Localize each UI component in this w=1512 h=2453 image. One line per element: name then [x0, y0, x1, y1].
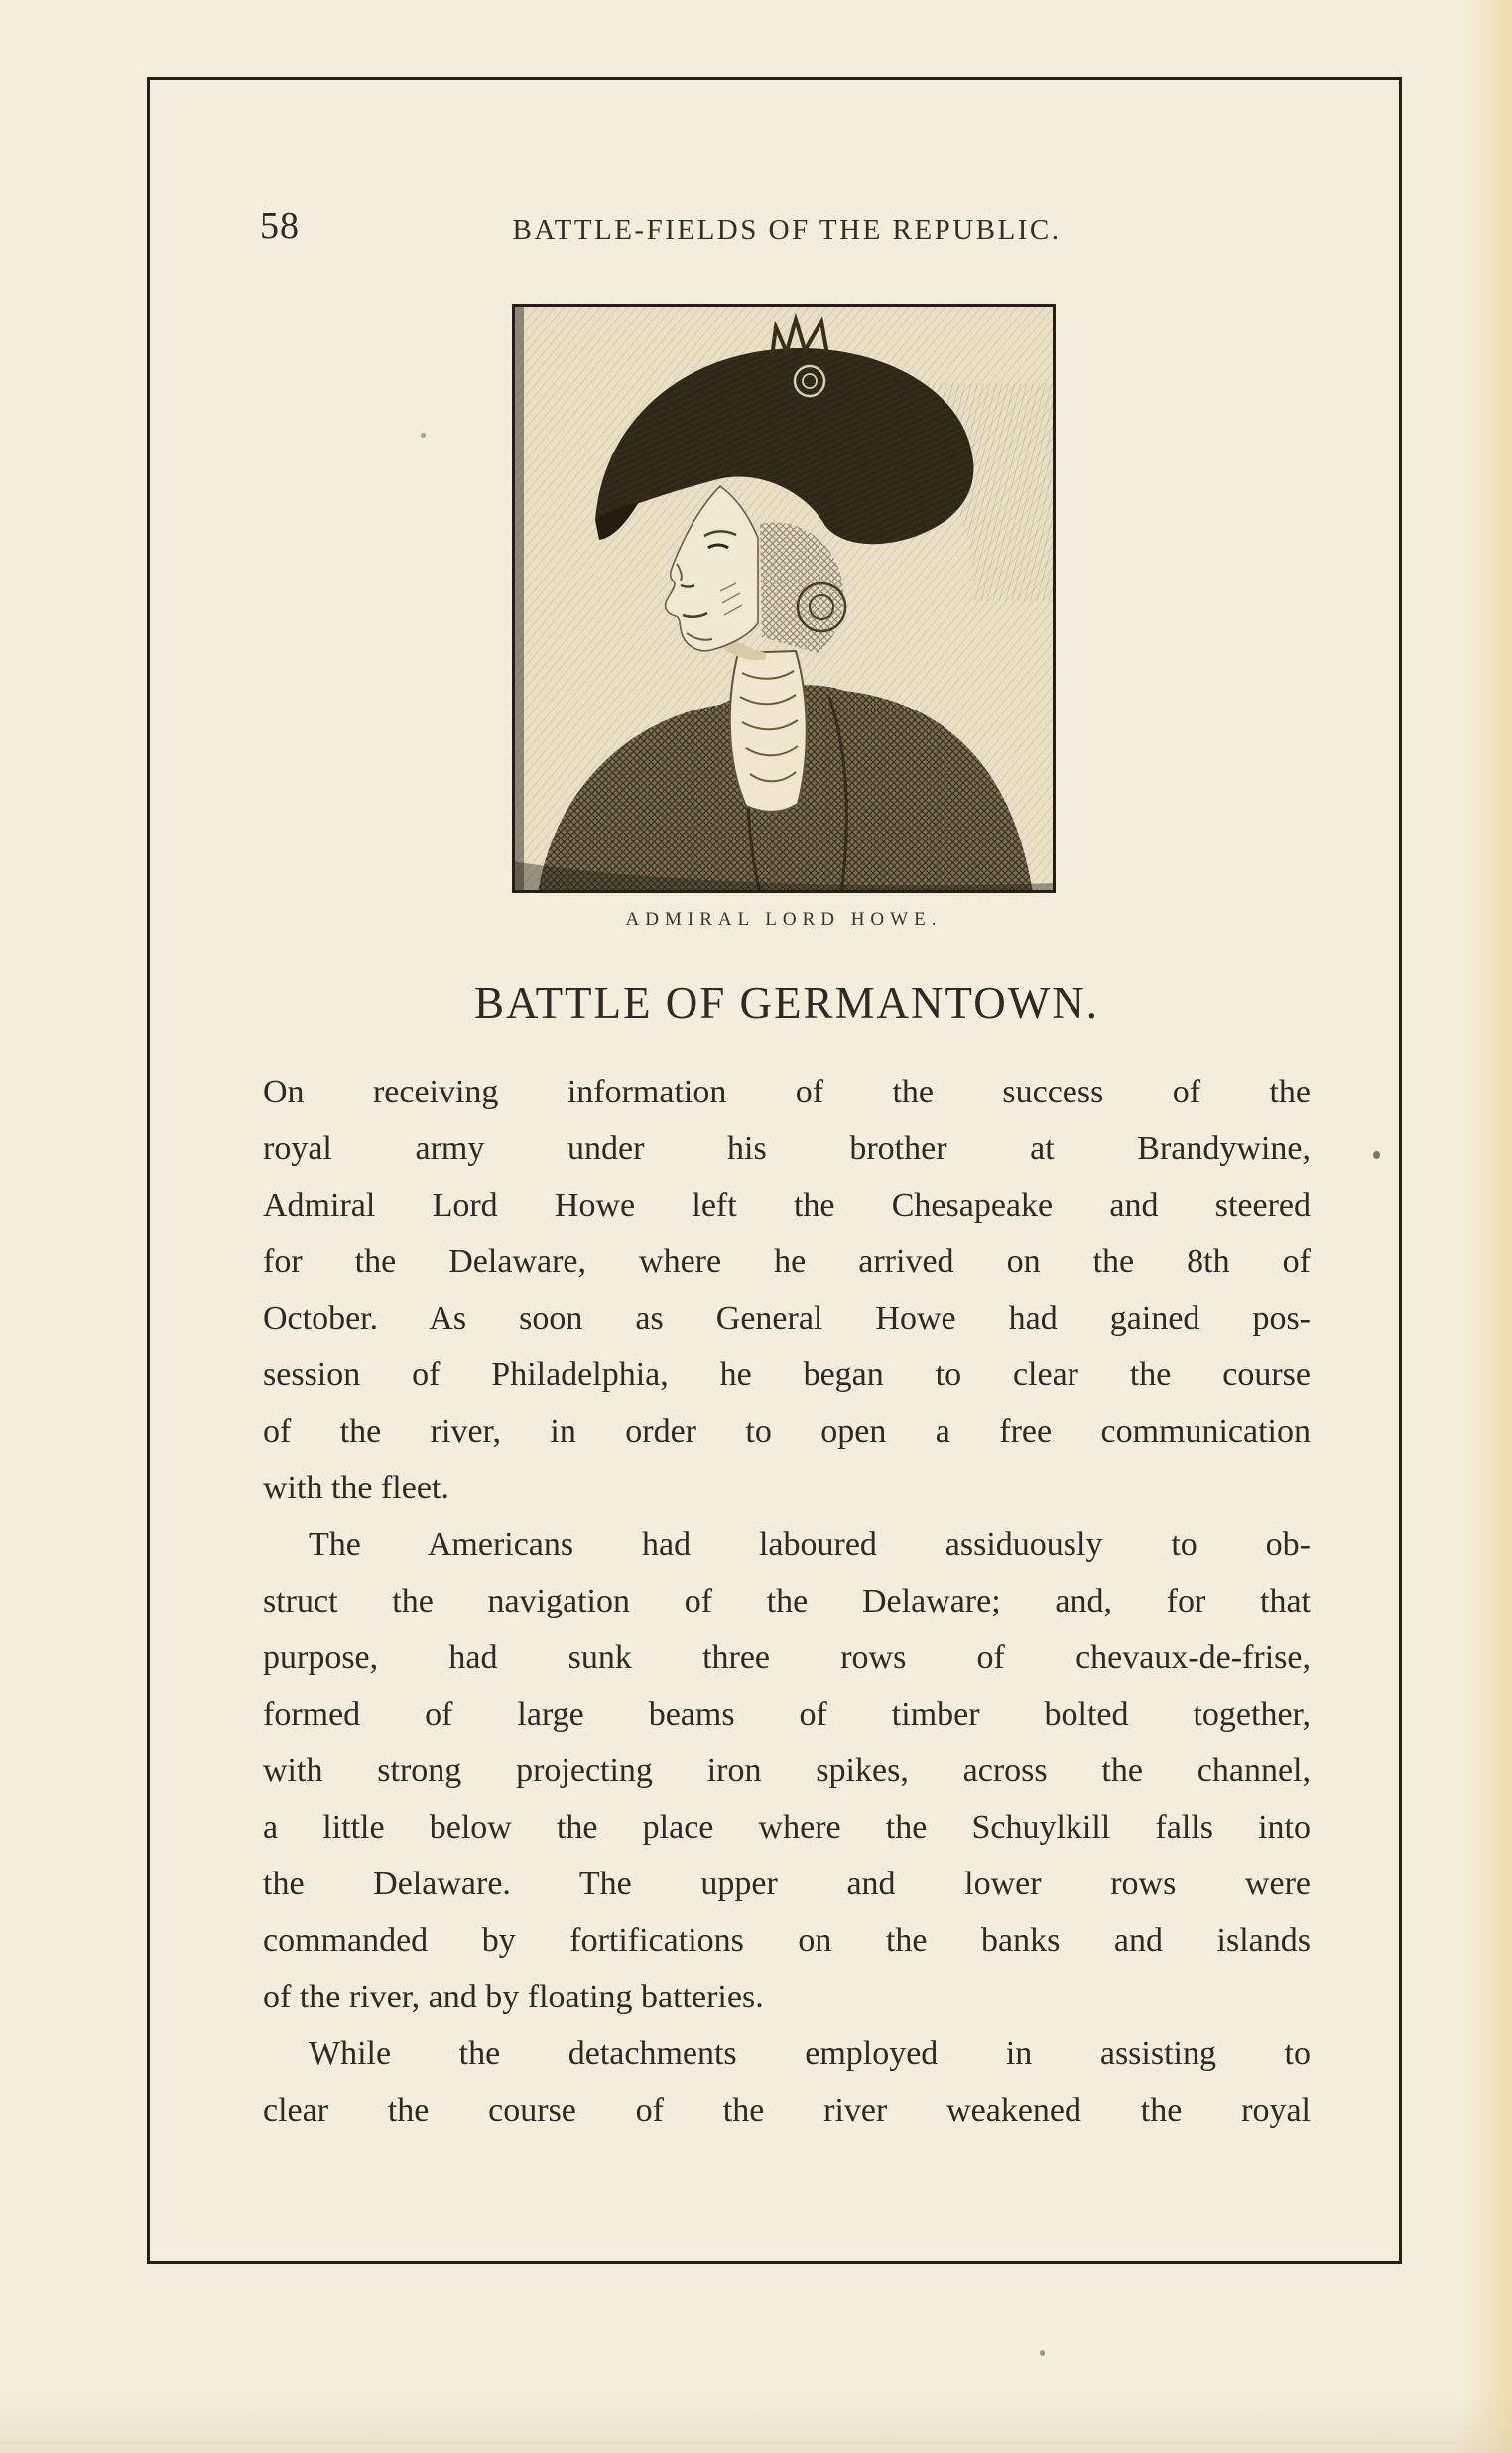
- scan-speck: [1373, 1151, 1380, 1159]
- text-line: commanded by fortifications on the banks and islands: [263, 1922, 1311, 1959]
- text-line: with strong projecting iron spikes, across the channel,: [263, 1752, 1311, 1789]
- scan-bottom-tint: [0, 2393, 1512, 2453]
- text-line: clear the course of the river weakened the royal: [263, 2092, 1311, 2129]
- text-line: On receiving information of the success of the: [263, 1074, 1311, 1110]
- running-header: BATTLE-FIELDS OF THE REPUBLIC.: [512, 214, 1062, 246]
- paragraph-2: [263, 1516, 1311, 2025]
- text-line: purpose, had sunk three rows of chevaux-de-frise,: [263, 1639, 1311, 1676]
- page-number: 58: [260, 205, 300, 247]
- text-line: of the river, and by floating batteries.: [263, 1979, 764, 2015]
- text-line: struct the navigation of the Delaware; and, for that: [263, 1583, 1311, 1619]
- portrait-engraving-admiral-lord-howe: [512, 304, 1056, 893]
- text-line: formed of large beams of timber bolted together,: [263, 1696, 1311, 1733]
- article-body: [263, 1064, 1311, 2138]
- paragraph-1: [263, 1064, 1311, 1516]
- text-line: Admiral Lord Howe left the Chesapeake and steered: [263, 1187, 1311, 1224]
- text-line: While the detachments employed in assisting to: [309, 2035, 1311, 2072]
- text-line: with the fleet.: [263, 1470, 449, 1506]
- text-line: session of Philadelphia, he began to clear the course: [263, 1356, 1311, 1393]
- text-line: the Delaware. The upper and lower rows were: [263, 1866, 1311, 1902]
- portrait-figure: [512, 304, 1056, 931]
- text-line: of the river, in order to open a free communication: [263, 1413, 1311, 1450]
- text-line: for the Delaware, where he arrived on the 8th of: [263, 1243, 1311, 1280]
- text-line: October. As soon as General Howe had gained pos-: [263, 1300, 1311, 1337]
- text-line: The Americans had laboured assiduously to ob-: [309, 1526, 1311, 1563]
- text-line: royal army under his brother at Brandywine,: [263, 1130, 1311, 1167]
- portrait-caption: ADMIRAL LORD HOWE.: [625, 909, 943, 930]
- engraving-illustration: [512, 304, 1056, 893]
- scan-speck: [1040, 2350, 1045, 2356]
- scan-edge-tint: [1460, 0, 1512, 2453]
- chapter-heading: BATTLE OF GERMANTOWN.: [474, 978, 1099, 1028]
- scan-speck: [421, 433, 426, 438]
- text-line: a little below the place where the Schuylkill falls into: [263, 1809, 1311, 1846]
- paragraph-3: [263, 2025, 1311, 2138]
